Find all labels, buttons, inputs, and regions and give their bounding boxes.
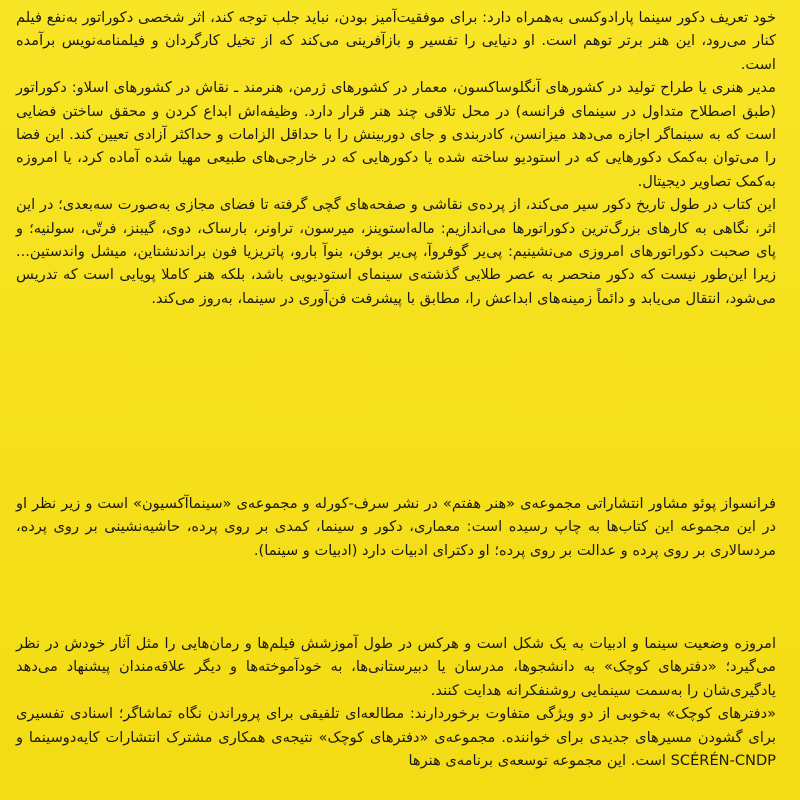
series-description-section	[16, 632, 776, 772]
book-description-section	[16, 6, 776, 310]
intro-paragraph: خود تعریف دکور سینما پارادوکسی به‌همراه دارد: برای موفقیت‌آمیز بودن، نباید جلب توجه کند، اثر شخصی دکوراتور به‌نفع فیلم کنار می‌رود، این هنر برتر توهم است. او دنیایی را تفسیر و بازآفرینی می‌کند که از تخیل کارگردان و فیلمنامه‌نویس برآمده است.	[16, 9, 776, 73]
series-features-paragraph: «دفترهای کوچک» به‌خوبی از دو ویژگی متفاوت برخوردارند: مطالعه‌ای تلفیقی برای پروراندن نگاه تماشاگر؛ اسنادی تفسیری برای گشودن مسیرهای جدیدی برای خواننده. مجموعه‌ی «دفترهای کوچک» نتیجه‌ی همکاری مشترک انتشارات کایه‌دوسینما و SCÉRÉN-CNDP است. این مجموعه توسعه‌ی برنامه‌ی هنرها	[16, 705, 776, 770]
author-bio-paragraph: فرانسواز پوئو مشاور انتشاراتی مجموعه‌ی «هنر هفتم» در نشر سرف-کورله و مجموعه‌ی «سینماآکسیون» است و زیر نظر او در این مجموعه این کتاب‌ها به چاپ رسیده است: معماری، دکور و سینما، کمدی بر روی پرده، حاشیه‌نشینی بر روی پرده، مردسالاری بر روی پرده و عدالت بر روی پرده؛ او دکترای ادبیات دارد (ادبیات و سینما).	[16, 495, 776, 559]
series-intro-paragraph: امروزه وضعیت سینما و ادبیات به یک شکل است و هرکس در طول آموزشش فیلم‌ها و رمان‌هایی را مثل آثار خودش در نظر می‌گیرد؛ «دفترهای کوچک» به دانشجوها، مدرسان یا دبیرستانی‌ها، به خودآموخته‌ها و دیگر علاقه‌مندان پیشنهاد می‌دهد یادگیری‌شان را به‌سمت سینمایی روشنفکرانه هدایت کنند.	[16, 635, 776, 699]
art-director-paragraph: مدیر هنری یا طراح تولید در کشورهای آنگلوساکسون، معمار در کشورهای ژرمن، هنرمند ـ نقاش در کشورهای اسلاو: دکوراتور (طبق اصطلاح متداول در سینمای فرانسه) در محل تلاقی چند هنر قرار دارد. وظیفه‌اش ابداع کردن و محقق ساختن فضایی است که به سینماگر اجازه می‌دهد میزانسن، کادربندی و جای دوربینش را با حداقل الزامات و حداکثر آزادی تعیین کند. این فضا را می‌توان به‌کمک دکورهایی که در استودیو ساخته شده یا دکورهایی که در خارجی‌های طبیعی مهیا شده آماده کرد، یا امروزه به‌کمک تصاویر دیجیتال.	[16, 79, 776, 190]
book-overview-paragraph: این کتاب در طول تاریخ دکور سیر می‌کند، از پرده‌ی نقاشی و صفحه‌های گچی گرفته تا فضای مجازی به‌صورت سه‌بعدی؛ در این اثر، نگاهی به کارهای بزرگ‌ترین دکوراتورها می‌اندازیم: ماله‌استوینز، میرسون، تراونر، بارساک، دوی، گیبنز، فرتّی، سولنیه؛ و پای صحبت دکوراتورهای امروزی می‌نشینیم: پی‌یر گوفروآ، پی‌یر بوفن، بنوآ بارو، پاتریزیا فون براندنشتاین، میشل واندستین... زیرا این‌طور نیست که دکور منحصر به عصر طلایی گذشته‌ی سینمای استودیویی باشد، بلکه هنر کاملا پویایی است که تدریس می‌شود، انتقال می‌یابد و دائماً زمینه‌های ابداعش را، مطابق با پیشرفت فن‌آوری در سینما، به‌روز می‌کند.	[16, 196, 776, 307]
author-bio-section	[16, 492, 776, 562]
